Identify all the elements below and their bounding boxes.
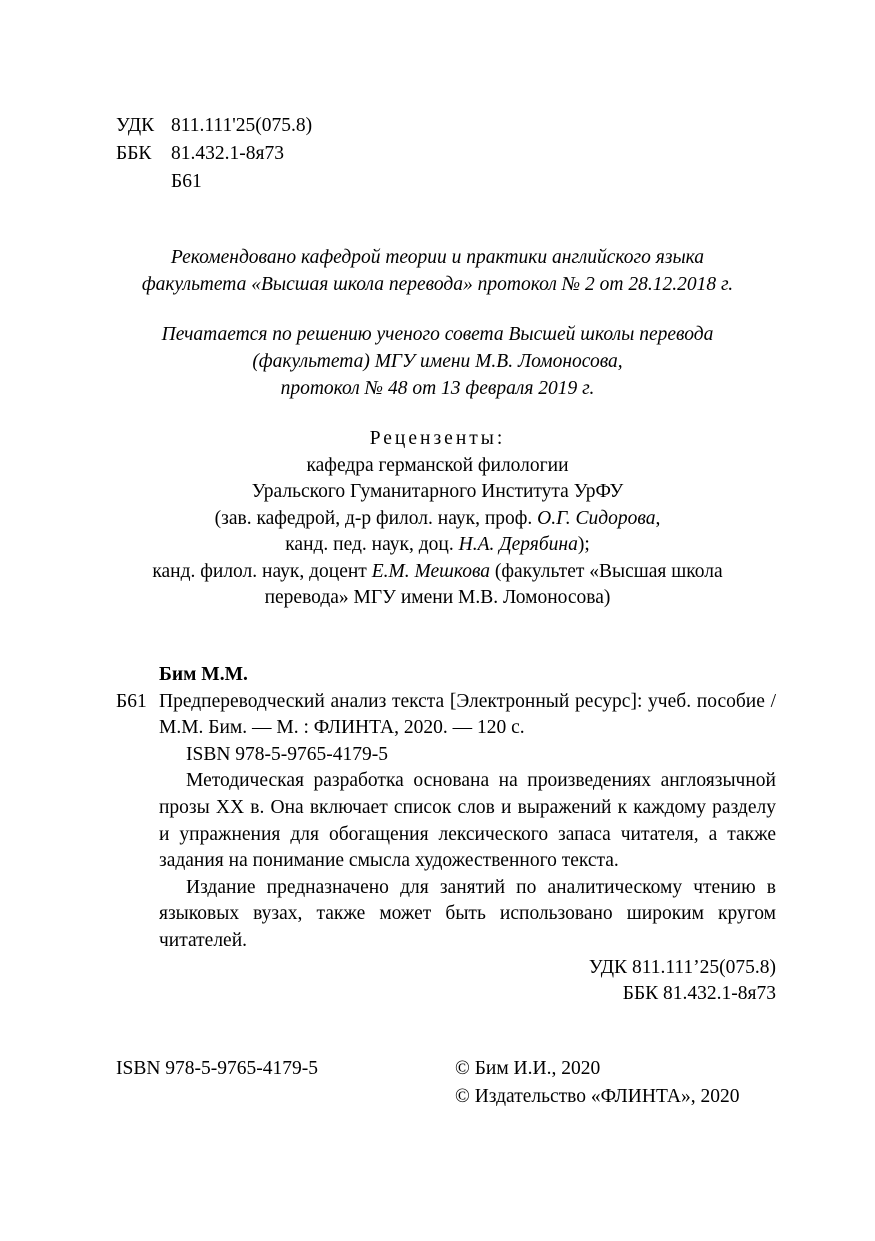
record-code: Б61: [116, 690, 147, 712]
reviewer-line: Уральского Гуманитарного Института УрФУ: [251, 481, 624, 502]
reviewer-text: (факультет «Высшая школа: [490, 560, 723, 582]
udc-label: УДК: [116, 115, 155, 136]
classification-block: [116, 112, 312, 196]
recommendation-line: Рекомендовано кафедрой теории и практики английского языка: [170, 247, 705, 268]
reviewer-text: );: [577, 534, 590, 555]
record-description: Предпереводческий анализ текста [Электронный ресурс]: учеб. пособие / М.М. Бим. — М. : ФЛИНТА, 2020. — 120 с.: [159, 690, 776, 739]
bbk-row: [116, 140, 312, 168]
recommendation-note: [100, 244, 775, 298]
printing-decision-note: [100, 321, 775, 402]
reviewer-line: [100, 532, 775, 559]
copyright-line: © Издательство «ФЛИНТА», 2020: [455, 1086, 740, 1107]
printing-line: протокол № 48 от 13 февраля 2019 г.: [280, 378, 595, 399]
record-isbn: ISBN 978-5-9765-4179-5: [186, 743, 389, 765]
reviewer-line: [100, 559, 775, 586]
reviewer-name: О.Г. Сидорова: [537, 507, 656, 529]
record-abstract: Методическая разработка основана на произведениях англоязычной прозы XX в. Она включает список слов и выражений к каждому разделу и упражнения для обогащения лексического запаса читателя, а также задания на понимание смысла художественного текста.: [159, 770, 776, 872]
reviewer-text: канд. пед. наук, доц.: [285, 534, 459, 555]
printing-line: Печатается по решению ученого совета Высшей школы перевода: [161, 324, 714, 345]
reviewer-name: Е.М. Мешкова: [371, 560, 491, 582]
record-author: Бим М.М.: [159, 664, 248, 685]
reviewer-text: (зав. кафедрой, д-р филол. наук, проф.: [214, 507, 538, 529]
udc-value: 811.111'25(075.8): [171, 115, 313, 136]
record-entry: [116, 689, 776, 1008]
record-udc: УДК 811.111’25(075.8): [588, 956, 776, 978]
author-mark: Б61: [171, 171, 202, 192]
record-bbk: ББК 81.432.1-8я73: [622, 983, 776, 1005]
copyright-line: © Бим И.И., 2020: [455, 1058, 601, 1079]
reviewer-name: Н.А. Дерябина: [458, 534, 578, 555]
reviewer-line: кафедра германской филологии: [306, 454, 569, 476]
reviewer-text: канд. филол. наук, доцент: [152, 560, 372, 582]
recommendation-line: факультета «Высшая школа перевода» протокол № 2 от 28.12.2018 г.: [141, 274, 734, 295]
reviewer-line: перевода» МГУ имени М.В. Ломоносова): [264, 587, 611, 608]
record-abstract: Издание предназначено для занятий по аналитическому чтению в языковых вузах, также может быть использовано широким кругом читателей.: [159, 876, 776, 951]
bbk-value: 81.432.1-8я73: [171, 143, 284, 164]
bibliographic-record: [116, 662, 776, 1008]
reviewers-heading: Рецензенты:: [369, 428, 506, 449]
reviewer-text: ,: [655, 507, 661, 529]
reviewer-line: [100, 506, 775, 533]
footer-isbn: ISBN 978-5-9765-4179-5: [116, 1058, 319, 1079]
bbk-label: ББК: [116, 143, 152, 164]
udc-row: [116, 112, 312, 140]
footer-copyrights: [455, 1055, 739, 1111]
printing-line: (факультета) МГУ имени М.В. Ломоносова,: [252, 351, 623, 372]
reviewers-block: [100, 426, 775, 612]
